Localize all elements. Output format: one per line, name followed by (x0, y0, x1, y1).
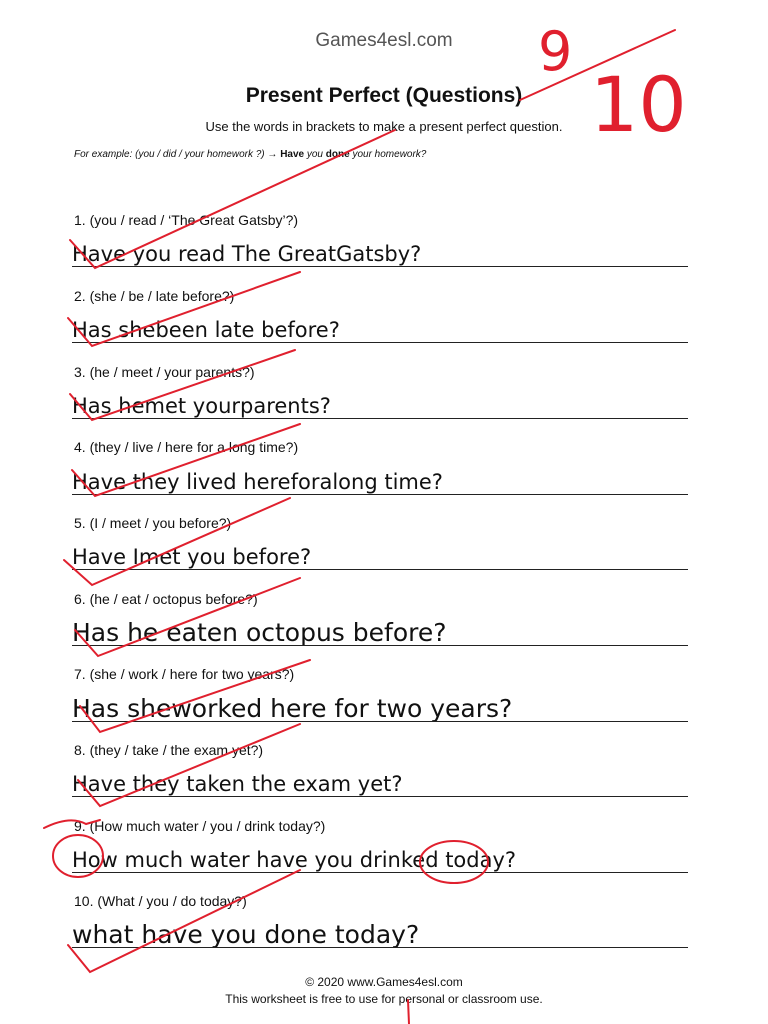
question-1: 1. (you / read / ‘The Great Gatsby’?) (74, 212, 299, 228)
answer-10: what have you done today? (72, 923, 688, 948)
check-mark-10 (68, 870, 300, 972)
score-earned: 9 (538, 20, 573, 83)
question-2: 2. (she / be / late before?) (74, 288, 235, 304)
answer-1: Have you read The GreatGatsby? (72, 242, 688, 267)
answer-6: Has he eaten octopus before? (72, 621, 688, 646)
example-have: Have (280, 149, 305, 160)
answer-8: Have they taken the exam yet? (72, 772, 688, 797)
question-10: 10. (What / you / do today?) (74, 893, 247, 909)
question-8: 8. (they / take / the exam yet?) (74, 742, 264, 758)
example-rest: your homework? (349, 149, 427, 160)
instructions: Use the words in brackets to make a present perfect question. (205, 119, 563, 134)
answer-5: Have Imet you before? (72, 545, 688, 570)
example-line (74, 149, 426, 160)
question-7: 7. (she / work / here for two years?) (74, 666, 295, 682)
footer-note: This worksheet is free to use for personal or classroom use. (225, 992, 543, 1006)
question-6: 6. (he / eat / octopus before?) (74, 591, 258, 607)
site-name: Games4esl.com (315, 30, 453, 51)
worksheet-title: Present Perfect (Questions) (245, 84, 523, 107)
question-3: 3. (he / meet / your parents?) (74, 364, 255, 380)
question-9: 9. (How much water / you / drink today?) (74, 818, 326, 834)
footer-copyright: © 2020 www.Games4esl.com (305, 975, 463, 989)
question-5: 5. (I / meet / you before?) (74, 515, 232, 531)
example-prefix: For example: (you / did / your homework ?) → (74, 149, 281, 160)
answer-7: Has sheworked here for two years? (72, 697, 688, 722)
answer-3: Has hemet yourparents? (72, 394, 688, 419)
answer-4: Have they lived hereforalong time? (72, 470, 688, 495)
check-mark-5 (64, 498, 290, 585)
question-4: 4. (they / live / here for a long time?) (74, 439, 299, 455)
answer-9: How much water have you drinked today? (72, 848, 688, 873)
score-total: 10 (590, 60, 687, 149)
answer-2: Has shebeen late before? (72, 318, 688, 343)
example-done: done (325, 149, 350, 160)
example-mid: you (304, 149, 326, 160)
